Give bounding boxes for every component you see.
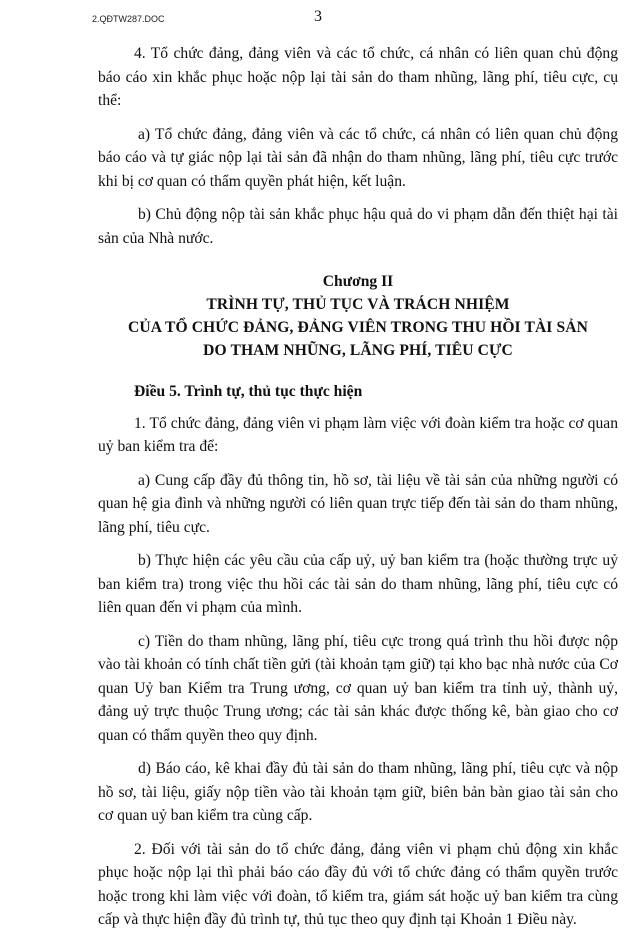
section4-item-b: b) Chủ động nộp tài sản khắc phục hậu quả do vi phạm dẫn đến thiệt hại tài sản của Nhà nước.: [98, 206, 618, 247]
article-5-item-1a: a) Cung cấp đầy đủ thông tin, hồ sơ, tài liệu về tài sản của những người có quan hệ gia đình và những người có liên quan trực tiếp đến tài sản do tham nhũng, lãng phí, tiêu cực.: [98, 471, 618, 536]
chapter-label: Chương II: [322, 273, 394, 290]
section4-item-a: a) Tổ chức đảng, đảng viên và các tổ chức, cá nhân có liên quan chủ động báo cáo và tự giác nộp lại tài sản đã nhận do tham nhũng, lãng phí, tiêu cực trước khi bị cơ quan có thẩm quyền phát hiện, kết luận.: [98, 125, 618, 190]
article-5-item-1: 1. Tổ chức đảng, đảng viên vi phạm làm việc với đoàn kiểm tra hoặc cơ quan uỷ ban kiểm tra để:: [98, 414, 618, 455]
section4-intro: 4. Tổ chức đảng, đảng viên và các tổ chức, cá nhân có liên quan chủ động báo cáo xin khắc phục hoặc nộp lại tài sản do tham nhũng, lãng phí, tiêu cực, cụ thể:: [98, 45, 618, 109]
article-5-item-2: 2. Đối với tài sản do tổ chức đảng, đảng viên vi phạm chủ động xin khắc phục hoặc nộp lại thì phải báo cáo đầy đủ với tổ chức đảng có thẩm quyền trước hoặc trong khi làm việc với đoàn, tổ kiểm tra, giám sát hoặc uỷ ban kiểm tra cùng cấp và thực hiện đầy đủ trình tự, thủ tục theo quy định tại Khoản 1 Điều này.: [98, 840, 618, 928]
article-5-item-1c: c) Tiền do tham nhũng, lãng phí, tiêu cực trong quá trình thu hồi được nộp vào tài khoản có tính chất tiền gửi (tài khoản tạm giữ) tại kho bạc nhà nước của Cơ quan Uỷ ban Kiểm tra Trung ương, cơ quan uỷ ban kiểm tra tỉnh uỷ, thành uỷ, đảng uỷ trực thuộc Trung ương; các tài sản khác được thống kê, bàn giao cho cơ quan có thẩm quyền theo quy định.: [98, 632, 618, 744]
article-5-item-1b: b) Thực hiện các yêu cầu của cấp uỷ, uỷ ban kiểm tra (hoặc thường trực uỷ ban kiểm tra) trong việc thu hồi các tài sản do tham nhũng, lãng phí, tiêu cực có liên quan đến vi phạm của mình.: [98, 552, 618, 616]
page-number: 3: [314, 8, 322, 25]
article-5-item-1d: d) Báo cáo, kê khai đầy đủ tài sản do tham nhũng, lãng phí, tiêu cực và nộp hồ sơ, tài liệu, giấy nộp tiền vào tài khoản tạm giữ, biên bản bàn giao tài sản cho cơ quan uỷ ban kiểm tra cùng cấp.: [98, 760, 618, 824]
chapter-title-line-2: CỦA TỔ CHỨC ĐẢNG, ĐẢNG VIÊN TRONG THU HỒI TÀI SẢN: [128, 319, 588, 336]
chapter-heading: [98, 270, 618, 362]
chapter-title-line-3: DO THAM NHŨNG, LÃNG PHÍ, TIÊU CỰC: [203, 342, 513, 359]
article-5-heading: Điều 5. Trình tự, thủ tục thực hiện: [134, 383, 363, 400]
document-body: [98, 42, 618, 932]
file-label: 2.QĐTW287.DOC: [92, 14, 165, 24]
chapter-title-line-1: TRÌNH TỰ, THỦ TỤC VÀ TRÁCH NHIỆM: [206, 296, 510, 313]
